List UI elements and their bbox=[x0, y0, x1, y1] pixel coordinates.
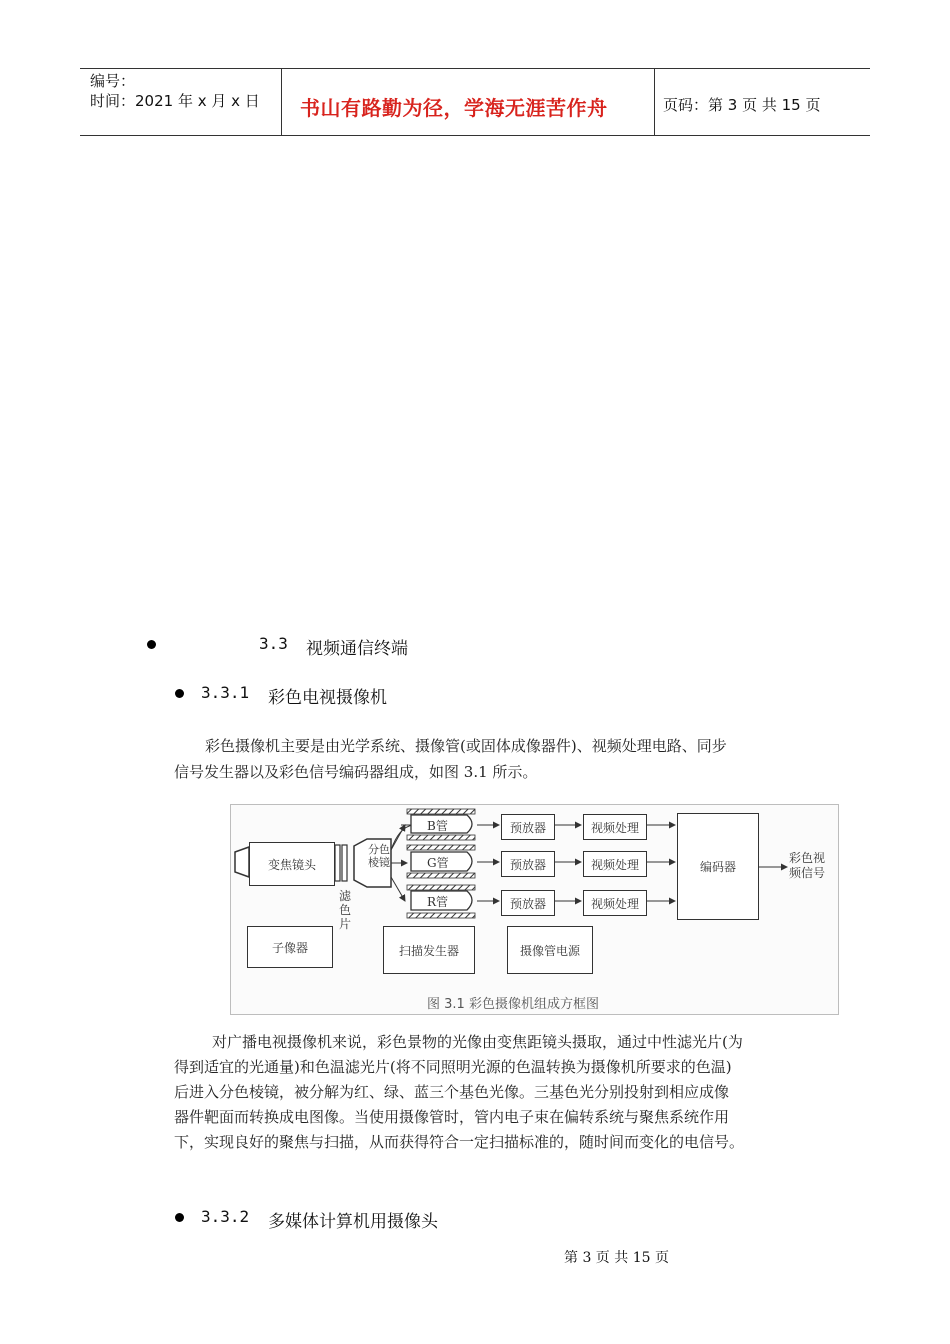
section-3-3-2-number: 3.3.2 bbox=[201, 1207, 250, 1226]
page-footer: 第 3 页 共 15 页 bbox=[564, 1250, 669, 1266]
para1-line1: 彩色摄像机主要是由光学系统、摄像管(或固体成像器件)、视频处理电路、同步 bbox=[205, 737, 727, 755]
figure-caption: 图 3.1 彩色摄像机组成方框图 bbox=[427, 997, 599, 1012]
header-divider-right bbox=[654, 68, 655, 136]
label-filter: 滤色片 bbox=[338, 889, 351, 931]
para2-line2: 得到适宜的光通量)和色温滤光片(将不同照明光源的色温转换为摄像机所要求的色温) bbox=[174, 1058, 732, 1076]
label-output: 彩色视频信号 bbox=[789, 851, 826, 880]
box-video-proc-r: 视频处理 bbox=[583, 890, 647, 916]
header-page-label: 页码：第 3 页 共 15 页 bbox=[663, 96, 821, 114]
label-prism: 分色棱镜 bbox=[368, 843, 390, 869]
header-divider-left bbox=[281, 68, 282, 136]
section-3-3-1-number: 3.3.1 bbox=[201, 683, 250, 702]
box-preamp-b: 预放器 bbox=[501, 814, 555, 840]
box-tube-power: 摄像管电源 bbox=[507, 926, 593, 974]
bullet-icon bbox=[175, 689, 184, 698]
figure-3-1 bbox=[230, 804, 839, 1015]
box-zoom-lens: 变焦镜头 bbox=[249, 842, 335, 886]
section-3-3-2-title: 多媒体计算机用摄像头 bbox=[268, 1212, 438, 1232]
section-3-3-1-title: 彩色电视摄像机 bbox=[268, 688, 387, 708]
bullet-icon bbox=[175, 1213, 184, 1222]
section-3-3-title: 视频通信终端 bbox=[306, 639, 408, 659]
para2-line3: 后进入分色棱镜，被分解为红、绿、蓝三个基色光像。三基色光分别投射到相应成像 bbox=[174, 1083, 730, 1101]
header-bottom-rule bbox=[80, 135, 870, 136]
box-preamp-g: 预放器 bbox=[501, 851, 555, 877]
lens-front-shape bbox=[235, 847, 249, 877]
box-video-proc-g: 视频处理 bbox=[583, 851, 647, 877]
box-video-proc-b: 视频处理 bbox=[583, 814, 647, 840]
header-top-rule bbox=[80, 68, 870, 69]
header-motto: 书山有路勤为径，学海无涯苦作舟 bbox=[300, 96, 608, 120]
para2-line1: 对广播电视摄像机来说，彩色景物的光像由变焦距镜头摄取，通过中性滤光片(为 bbox=[212, 1033, 743, 1051]
bullet-icon bbox=[147, 640, 156, 649]
box-encoder: 编码器 bbox=[677, 813, 759, 920]
doc-time-label: 时间：2021 年 x 月 x 日 bbox=[90, 92, 260, 110]
box-preamp-r: 预放器 bbox=[501, 890, 555, 916]
label-tube-r: R管 bbox=[427, 895, 449, 909]
box-sub-image: 子像器 bbox=[247, 926, 333, 968]
doc-number-label: 编号： bbox=[90, 72, 136, 90]
para2-line5: 下，实现良好的聚焦与扫描，从而获得符合一定扫描标准的，随时间而变化的电信号。 bbox=[174, 1133, 745, 1151]
section-3-3-number: 3.3 bbox=[259, 634, 288, 653]
para1-line2: 信号发生器以及彩色信号编码器组成，如图 3.1 所示。 bbox=[174, 763, 538, 781]
box-scan-generator: 扫描发生器 bbox=[383, 926, 475, 974]
para2-line4: 器件靶面而转换成电图像。当使用摄像管时，管内电子束在偏转系统与聚焦系统作用 bbox=[174, 1108, 730, 1126]
label-tube-b: B管 bbox=[427, 819, 448, 833]
label-tube-g: G管 bbox=[427, 856, 449, 870]
